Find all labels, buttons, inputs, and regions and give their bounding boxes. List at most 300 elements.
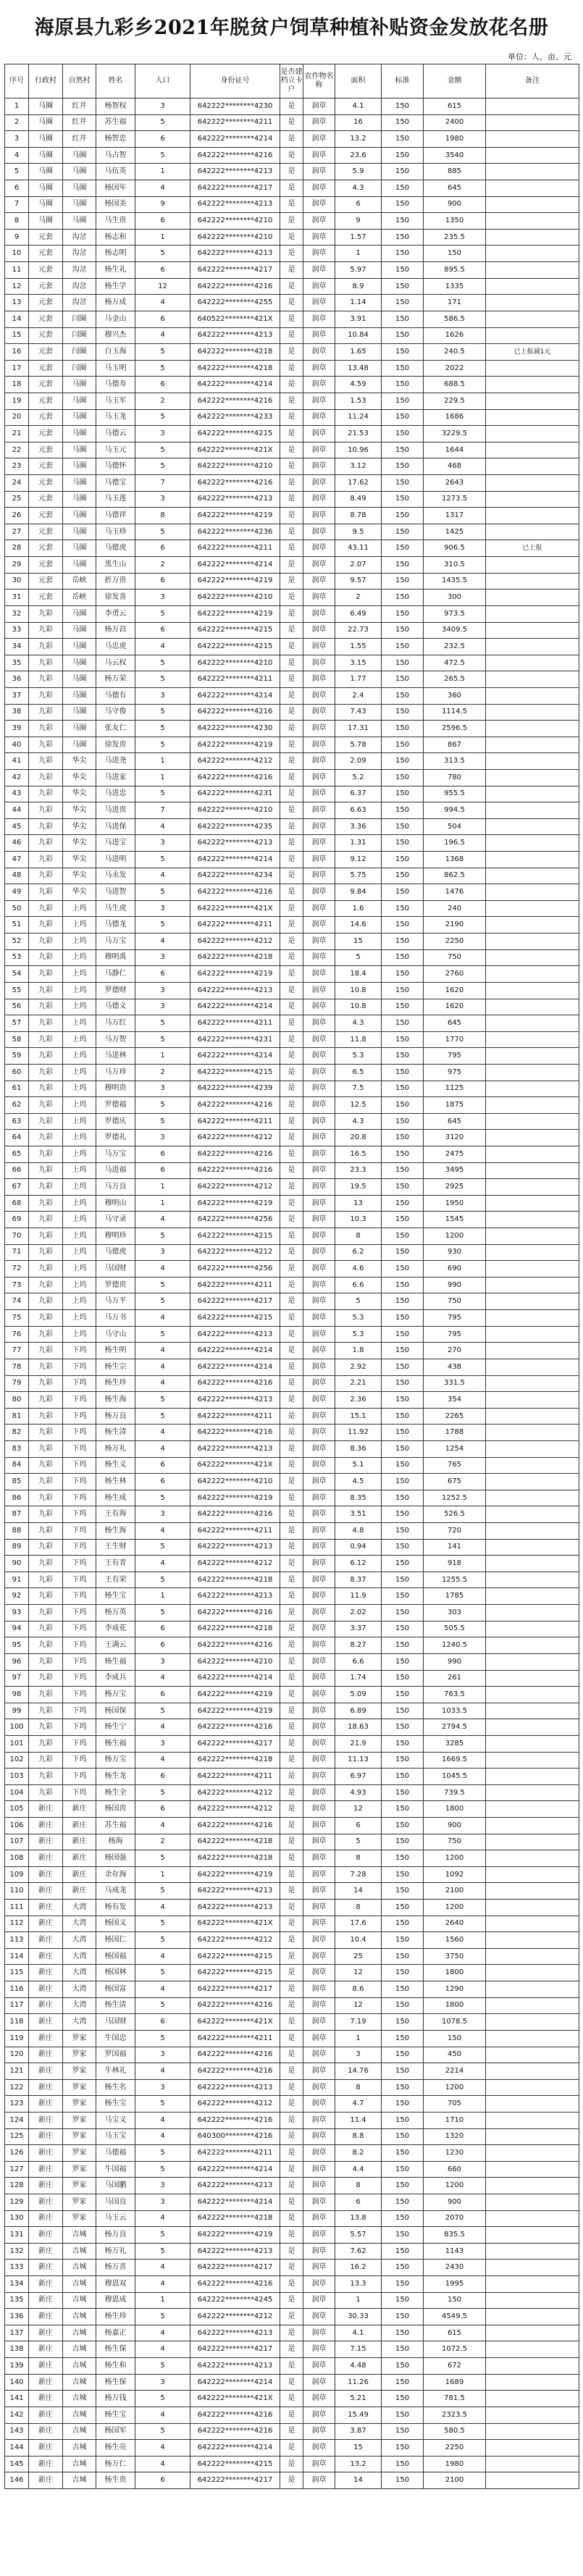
- registered-flag-cell: 是: [280, 1997, 303, 2014]
- area-cell: 2.21: [335, 1375, 382, 1392]
- person-name-cell: 杨国贵: [96, 1801, 135, 1818]
- registered-flag-cell: 是: [280, 1900, 303, 1916]
- remark-cell: [486, 2014, 579, 2031]
- rate-cell: 150: [382, 1261, 424, 1277]
- hamlet-cell: 下坞: [63, 1457, 96, 1474]
- page-title: 海原县九彩乡2021年脱贫户饲草种植补贴资金发放花名册: [34, 17, 549, 39]
- area-cell: 7.28: [335, 1866, 382, 1883]
- rate-cell: 150: [382, 966, 424, 983]
- id-number-cell: 642222********4216: [190, 884, 280, 901]
- village-cell: 九彩: [29, 1244, 63, 1261]
- person-name-cell: 牛国福: [96, 2161, 135, 2178]
- village-cell: 九彩: [29, 1425, 63, 1441]
- amount-cell: 2190: [424, 917, 486, 934]
- hamlet-cell: 上坞: [63, 1228, 96, 1245]
- remark-cell: [486, 164, 579, 180]
- amount-cell: 645: [424, 180, 486, 197]
- area-cell: 2.92: [335, 1359, 382, 1375]
- area-cell: 21.9: [335, 1735, 382, 1752]
- person-name-cell: 马国财: [96, 1261, 135, 1277]
- registered-flag-cell: 是: [280, 2210, 303, 2227]
- registered-flag-cell: 是: [280, 2358, 303, 2375]
- household-size-cell: 4: [135, 639, 190, 655]
- amount-cell: 1114.5: [424, 704, 486, 721]
- area-cell: 43.11: [335, 540, 382, 557]
- area-cell: 17.6: [335, 1916, 382, 1932]
- crop-name-cell: 润草: [303, 180, 335, 197]
- table-row: [5, 1162, 579, 1179]
- row-number-cell: 19: [5, 393, 29, 409]
- rate-cell: 150: [382, 1932, 424, 1949]
- rate-cell: 150: [382, 2407, 424, 2423]
- table-row: [5, 442, 579, 458]
- rate-cell: 150: [382, 2145, 424, 2162]
- rate-cell: 150: [382, 934, 424, 950]
- household-size-cell: 3: [135, 1506, 190, 1523]
- person-name-cell: 杨生宗: [96, 1359, 135, 1375]
- id-number-cell: 642222********4216: [190, 1605, 280, 1621]
- village-cell: 九彩: [29, 1392, 63, 1409]
- remark-cell: [486, 524, 579, 540]
- rate-cell: 150: [382, 1752, 424, 1769]
- hamlet-cell: 罗家: [63, 2112, 96, 2128]
- area-cell: 3.87: [335, 2423, 382, 2440]
- village-cell: 元套: [29, 246, 63, 262]
- registered-flag-cell: 是: [280, 884, 303, 901]
- table-row: [5, 2440, 579, 2457]
- village-cell: 九彩: [29, 1064, 63, 1081]
- hamlet-cell: 下坞: [63, 1687, 96, 1703]
- id-number-cell: 642222********4215: [190, 1228, 280, 1245]
- rate-cell: 150: [382, 393, 424, 409]
- household-size-cell: 1: [135, 2292, 190, 2309]
- row-number-cell: 93: [5, 1605, 29, 1621]
- amount-cell: 1785: [424, 1588, 486, 1605]
- id-number-cell: 642222********4230: [190, 721, 280, 737]
- rate-cell: 150: [382, 2079, 424, 2096]
- area-cell: 14: [335, 1883, 382, 1900]
- area-cell: 15.49: [335, 2407, 382, 2423]
- household-size-cell: 5: [135, 114, 190, 131]
- household-size-cell: 5: [135, 2145, 190, 2162]
- rate-cell: 150: [382, 1244, 424, 1261]
- crop-name-cell: 润草: [303, 1621, 335, 1637]
- amount-cell: 780: [424, 769, 486, 786]
- person-name-cell: 杨有发: [96, 1900, 135, 1916]
- id-number-cell: 642222********4219: [190, 1687, 280, 1703]
- table-row: [5, 1343, 579, 1359]
- village-cell: 新庄: [29, 2227, 63, 2244]
- table-row: [5, 2014, 579, 2031]
- id-number-cell: 642222********4219: [190, 1866, 280, 1883]
- amount-cell: 1686: [424, 409, 486, 426]
- rate-cell: 150: [382, 1097, 424, 1114]
- id-number-cell: 642222********4219: [190, 966, 280, 983]
- row-number-cell: 7: [5, 196, 29, 213]
- household-size-cell: 5: [135, 1997, 190, 2014]
- crop-name-cell: 润草: [303, 1457, 335, 1474]
- row-number-cell: 128: [5, 2178, 29, 2194]
- crop-name-cell: 润草: [303, 1687, 335, 1703]
- area-cell: 8.35: [335, 1490, 382, 1506]
- amount-cell: 1689: [424, 2374, 486, 2391]
- row-number-cell: 34: [5, 639, 29, 655]
- amount-cell: 2475: [424, 1146, 486, 1163]
- rate-cell: 150: [382, 1113, 424, 1130]
- remark-cell: [486, 1883, 579, 1900]
- person-name-cell: 杨生义: [96, 1457, 135, 1474]
- household-size-cell: 5: [135, 458, 190, 475]
- hamlet-cell: 马圈: [63, 426, 96, 442]
- table-row: [5, 1817, 579, 1834]
- amount-cell: 705: [424, 2096, 486, 2113]
- crop-name-cell: 润草: [303, 753, 335, 770]
- crop-name-cell: 润草: [303, 605, 335, 622]
- area-cell: 14: [335, 2472, 382, 2489]
- household-size-cell: 3: [135, 999, 190, 1015]
- remark-cell: [486, 295, 579, 311]
- village-cell: 马圈: [29, 147, 63, 164]
- rate-cell: 150: [382, 900, 424, 917]
- village-cell: 九彩: [29, 1440, 63, 1457]
- amount-cell: 1545: [424, 1212, 486, 1228]
- row-number-cell: 2: [5, 114, 29, 131]
- row-number-cell: 117: [5, 1997, 29, 2014]
- person-name-cell: 马进尧: [96, 753, 135, 770]
- amount-cell: 795: [424, 1048, 486, 1065]
- row-number-cell: 122: [5, 2079, 29, 2096]
- row-number-cell: 25: [5, 491, 29, 508]
- amount-cell: 1317: [424, 508, 486, 524]
- amount-cell: 1710: [424, 2112, 486, 2128]
- area-cell: 8.37: [335, 1572, 382, 1588]
- village-cell: 元套: [29, 524, 63, 540]
- amount-cell: 261: [424, 1670, 486, 1687]
- village-cell: 新庄: [29, 2112, 63, 2128]
- table-row: [5, 2341, 579, 2358]
- id-number-cell: 642222********4211: [190, 540, 280, 557]
- row-number-cell: 111: [5, 1900, 29, 1916]
- household-size-cell: 4: [135, 1719, 190, 1736]
- id-number-cell: 642222********4210: [190, 229, 280, 246]
- row-number-cell: 131: [5, 2227, 29, 2244]
- registered-flag-cell: 是: [280, 393, 303, 409]
- person-name-cell: 李勇云: [96, 605, 135, 622]
- area-cell: 1.53: [335, 393, 382, 409]
- area-cell: 18.4: [335, 966, 382, 983]
- crop-name-cell: 润草: [303, 737, 335, 753]
- crop-name-cell: 润草: [303, 1261, 335, 1277]
- rate-cell: 150: [382, 671, 424, 688]
- registered-flag-cell: 是: [280, 1572, 303, 1588]
- rate-cell: 150: [382, 1687, 424, 1703]
- remark-cell: [486, 2472, 579, 2489]
- table-row: [5, 344, 579, 361]
- table-row: [5, 557, 579, 574]
- person-name-cell: 杨生礼: [96, 262, 135, 279]
- amount-cell: 1950: [424, 1195, 486, 1212]
- person-name-cell: 杨嘉正: [96, 2325, 135, 2341]
- table-row: [5, 1261, 579, 1277]
- hamlet-cell: 下坞: [63, 1392, 96, 1409]
- person-name-cell: 马进福: [96, 1162, 135, 1179]
- id-number-cell: 642222********4213: [190, 982, 280, 999]
- household-size-cell: 5: [135, 1408, 190, 1425]
- hamlet-cell: 罗家: [63, 2063, 96, 2080]
- hamlet-cell: 下坞: [63, 1408, 96, 1425]
- table-row: [5, 1572, 579, 1588]
- header-cell: 是否建档立卡户: [280, 64, 303, 98]
- crop-name-cell: 润草: [303, 1048, 335, 1065]
- crop-name-cell: 润草: [303, 164, 335, 180]
- rate-cell: 150: [382, 1310, 424, 1327]
- registered-flag-cell: 是: [280, 2341, 303, 2358]
- crop-name-cell: 润草: [303, 1637, 335, 1654]
- row-number-cell: 104: [5, 1784, 29, 1801]
- area-cell: 6: [335, 196, 382, 213]
- id-number-cell: 642222********4211: [190, 1277, 280, 1293]
- id-number-cell: 642222********4213: [190, 327, 280, 344]
- person-name-cell: 马德福: [96, 2145, 135, 2162]
- id-number-cell: 642222********4216: [190, 2063, 280, 2080]
- person-name-cell: 杨生清: [96, 1997, 135, 2014]
- remark-cell: [486, 802, 579, 819]
- row-number-cell: 142: [5, 2407, 29, 2423]
- hamlet-cell: 罗家: [63, 2178, 96, 2194]
- crop-name-cell: 润草: [303, 1735, 335, 1752]
- village-cell: 九彩: [29, 1703, 63, 1719]
- village-cell: 九彩: [29, 1523, 63, 1540]
- crop-name-cell: 润草: [303, 2227, 335, 2244]
- hamlet-cell: 华尖: [63, 884, 96, 901]
- crop-name-cell: 润草: [303, 949, 335, 966]
- person-name-cell: 杨国美: [96, 196, 135, 213]
- household-size-cell: 4: [135, 1440, 190, 1457]
- row-number-cell: 36: [5, 671, 29, 688]
- table-row: [5, 1506, 579, 1523]
- remark-cell: [486, 1735, 579, 1752]
- table-row: [5, 1539, 579, 1556]
- table-row: [5, 2112, 579, 2128]
- remark-cell: [486, 1523, 579, 1540]
- village-cell: 九彩: [29, 704, 63, 721]
- hamlet-cell: 罗家: [63, 2161, 96, 2178]
- crop-name-cell: 润草: [303, 2210, 335, 2227]
- village-cell: 新庄: [29, 2096, 63, 2113]
- amount-cell: 1560: [424, 1932, 486, 1949]
- id-number-cell: 642222********4218: [190, 1752, 280, 1769]
- row-number-cell: 74: [5, 1293, 29, 1310]
- village-cell: 新庄: [29, 2292, 63, 2309]
- area-cell: 4.5: [335, 1474, 382, 1490]
- amount-cell: 1092: [424, 1866, 486, 1883]
- id-number-cell: 642222********421X: [190, 2014, 280, 2031]
- rate-cell: 150: [382, 360, 424, 377]
- amount-cell: 1033.5: [424, 1703, 486, 1719]
- remark-cell: [486, 2292, 579, 2309]
- area-cell: 4.3: [335, 1015, 382, 1032]
- crop-name-cell: 润草: [303, 655, 335, 671]
- remark-cell: [486, 1752, 579, 1769]
- crop-name-cell: 润草: [303, 2014, 335, 2031]
- table-row: [5, 1703, 579, 1719]
- village-cell: 九彩: [29, 1752, 63, 1769]
- rate-cell: 150: [382, 1817, 424, 1834]
- amount-cell: 2400: [424, 114, 486, 131]
- id-number-cell: 642222********4216: [190, 2112, 280, 2128]
- amount-cell: 975: [424, 1064, 486, 1081]
- village-cell: 元套: [29, 409, 63, 426]
- id-number-cell: 642222********421X: [190, 442, 280, 458]
- village-cell: 元套: [29, 311, 63, 327]
- village-cell: 新庄: [29, 2341, 63, 2358]
- remark-cell: [486, 868, 579, 884]
- rate-cell: 150: [382, 1392, 424, 1409]
- hamlet-cell: 马圈: [63, 147, 96, 164]
- village-cell: 九彩: [29, 1081, 63, 1097]
- table-row: [5, 1081, 579, 1097]
- hamlet-cell: 下坞: [63, 1784, 96, 1801]
- row-number-cell: 110: [5, 1883, 29, 1900]
- remark-cell: [486, 229, 579, 246]
- person-name-cell: 马国财: [96, 2014, 135, 2031]
- rate-cell: 150: [382, 2030, 424, 2047]
- hamlet-cell: 吉城: [63, 2341, 96, 2358]
- rate-cell: 150: [382, 2260, 424, 2276]
- row-number-cell: 53: [5, 949, 29, 966]
- row-number-cell: 94: [5, 1621, 29, 1637]
- area-cell: 22.73: [335, 622, 382, 639]
- remark-cell: [486, 557, 579, 574]
- person-name-cell: 马万宝: [96, 1146, 135, 1163]
- row-number-cell: 112: [5, 1916, 29, 1932]
- amount-cell: 1072.5: [424, 2341, 486, 2358]
- area-cell: 6: [335, 2194, 382, 2211]
- rate-cell: 150: [382, 1769, 424, 1785]
- person-name-cell: 马忠虎: [96, 639, 135, 655]
- crop-name-cell: 润草: [303, 769, 335, 786]
- rate-cell: 150: [382, 491, 424, 508]
- row-number-cell: 40: [5, 737, 29, 753]
- registered-flag-cell: 是: [280, 1015, 303, 1032]
- rate-cell: 150: [382, 1801, 424, 1818]
- remark-cell: [486, 131, 579, 148]
- village-cell: 新庄: [29, 1817, 63, 1834]
- rate-cell: 150: [382, 2194, 424, 2211]
- registered-flag-cell: 是: [280, 262, 303, 279]
- amount-cell: 781.5: [424, 2391, 486, 2407]
- row-number-cell: 26: [5, 508, 29, 524]
- crop-name-cell: 润草: [303, 475, 335, 492]
- crop-name-cell: 润草: [303, 1195, 335, 1212]
- area-cell: 8.2: [335, 2145, 382, 2162]
- id-number-cell: 642222********4256: [190, 1261, 280, 1277]
- household-size-cell: 5: [135, 2161, 190, 2178]
- table-row: [5, 2079, 579, 2096]
- remark-cell: [486, 721, 579, 737]
- person-name-cell: 马进智: [96, 884, 135, 901]
- amount-cell: 2022: [424, 360, 486, 377]
- id-number-cell: 640300********4216: [190, 2128, 280, 2145]
- household-size-cell: 3: [135, 1244, 190, 1261]
- area-cell: 4.59: [335, 377, 382, 393]
- registered-flag-cell: 是: [280, 769, 303, 786]
- table-row: [5, 1392, 579, 1409]
- amount-cell: 765: [424, 1457, 486, 1474]
- id-number-cell: 642222********4217: [190, 1293, 280, 1310]
- hamlet-cell: 马圈: [63, 508, 96, 524]
- village-cell: 新庄: [29, 2325, 63, 2341]
- household-size-cell: 5: [135, 1228, 190, 1245]
- amount-cell: 1200: [424, 1900, 486, 1916]
- person-name-cell: 马静仁: [96, 966, 135, 983]
- id-number-cell: 642222********4213: [190, 2079, 280, 2096]
- rate-cell: 150: [382, 737, 424, 753]
- unit-note: 单位：人、亩、元: [508, 52, 571, 62]
- person-name-cell: 牛林礼: [96, 2063, 135, 2080]
- remark-cell: [486, 900, 579, 917]
- household-size-cell: 5: [135, 1703, 190, 1719]
- village-cell: 九彩: [29, 802, 63, 819]
- area-cell: 5.9: [335, 164, 382, 180]
- household-size-cell: 4: [135, 1523, 190, 1540]
- table-row: [5, 213, 579, 230]
- crop-name-cell: 润草: [303, 2047, 335, 2063]
- remark-cell: [486, 393, 579, 409]
- id-number-cell: 642222********4213: [190, 2178, 280, 2194]
- registered-flag-cell: 是: [280, 2128, 303, 2145]
- registered-flag-cell: 是: [280, 1244, 303, 1261]
- hamlet-cell: 上坞: [63, 1244, 96, 1261]
- person-name-cell: 杨万良: [96, 2227, 135, 2244]
- row-number-cell: 66: [5, 1162, 29, 1179]
- remark-cell: [486, 1965, 579, 1981]
- row-number-cell: 108: [5, 1850, 29, 1867]
- id-number-cell: 642222********4216: [190, 1162, 280, 1179]
- row-number-cell: 22: [5, 442, 29, 458]
- registered-flag-cell: 是: [280, 1916, 303, 1932]
- village-cell: 九彩: [29, 868, 63, 884]
- id-number-cell: 642222********4213: [190, 1392, 280, 1409]
- amount-cell: 2794.5: [424, 1719, 486, 1736]
- remark-cell: [486, 1179, 579, 1196]
- table-row: [5, 2423, 579, 2440]
- id-number-cell: 642222********4216: [190, 1097, 280, 1114]
- amount-cell: 1200: [424, 1850, 486, 1867]
- household-size-cell: 6: [135, 1621, 190, 1637]
- remark-cell: [486, 327, 579, 344]
- crop-name-cell: 润草: [303, 1965, 335, 1981]
- rate-cell: 150: [382, 1588, 424, 1605]
- row-number-cell: 48: [5, 868, 29, 884]
- village-cell: 新庄: [29, 1916, 63, 1932]
- table-row: [5, 1113, 579, 1130]
- row-number-cell: 49: [5, 884, 29, 901]
- id-number-cell: 642222********4212: [190, 2096, 280, 2113]
- hamlet-cell: 大湾: [63, 1981, 96, 1998]
- area-cell: 3.91: [335, 311, 382, 327]
- id-number-cell: 642222********4216: [190, 1506, 280, 1523]
- household-size-cell: 3: [135, 2047, 190, 2063]
- registered-flag-cell: 是: [280, 1981, 303, 1998]
- remark-cell: [486, 2128, 579, 2145]
- hamlet-cell: 华尖: [63, 868, 96, 884]
- area-cell: 14.6: [335, 917, 382, 934]
- table-row: [5, 1900, 579, 1916]
- registered-flag-cell: 是: [280, 966, 303, 983]
- village-cell: 九彩: [29, 737, 63, 753]
- area-cell: 6.89: [335, 1703, 382, 1719]
